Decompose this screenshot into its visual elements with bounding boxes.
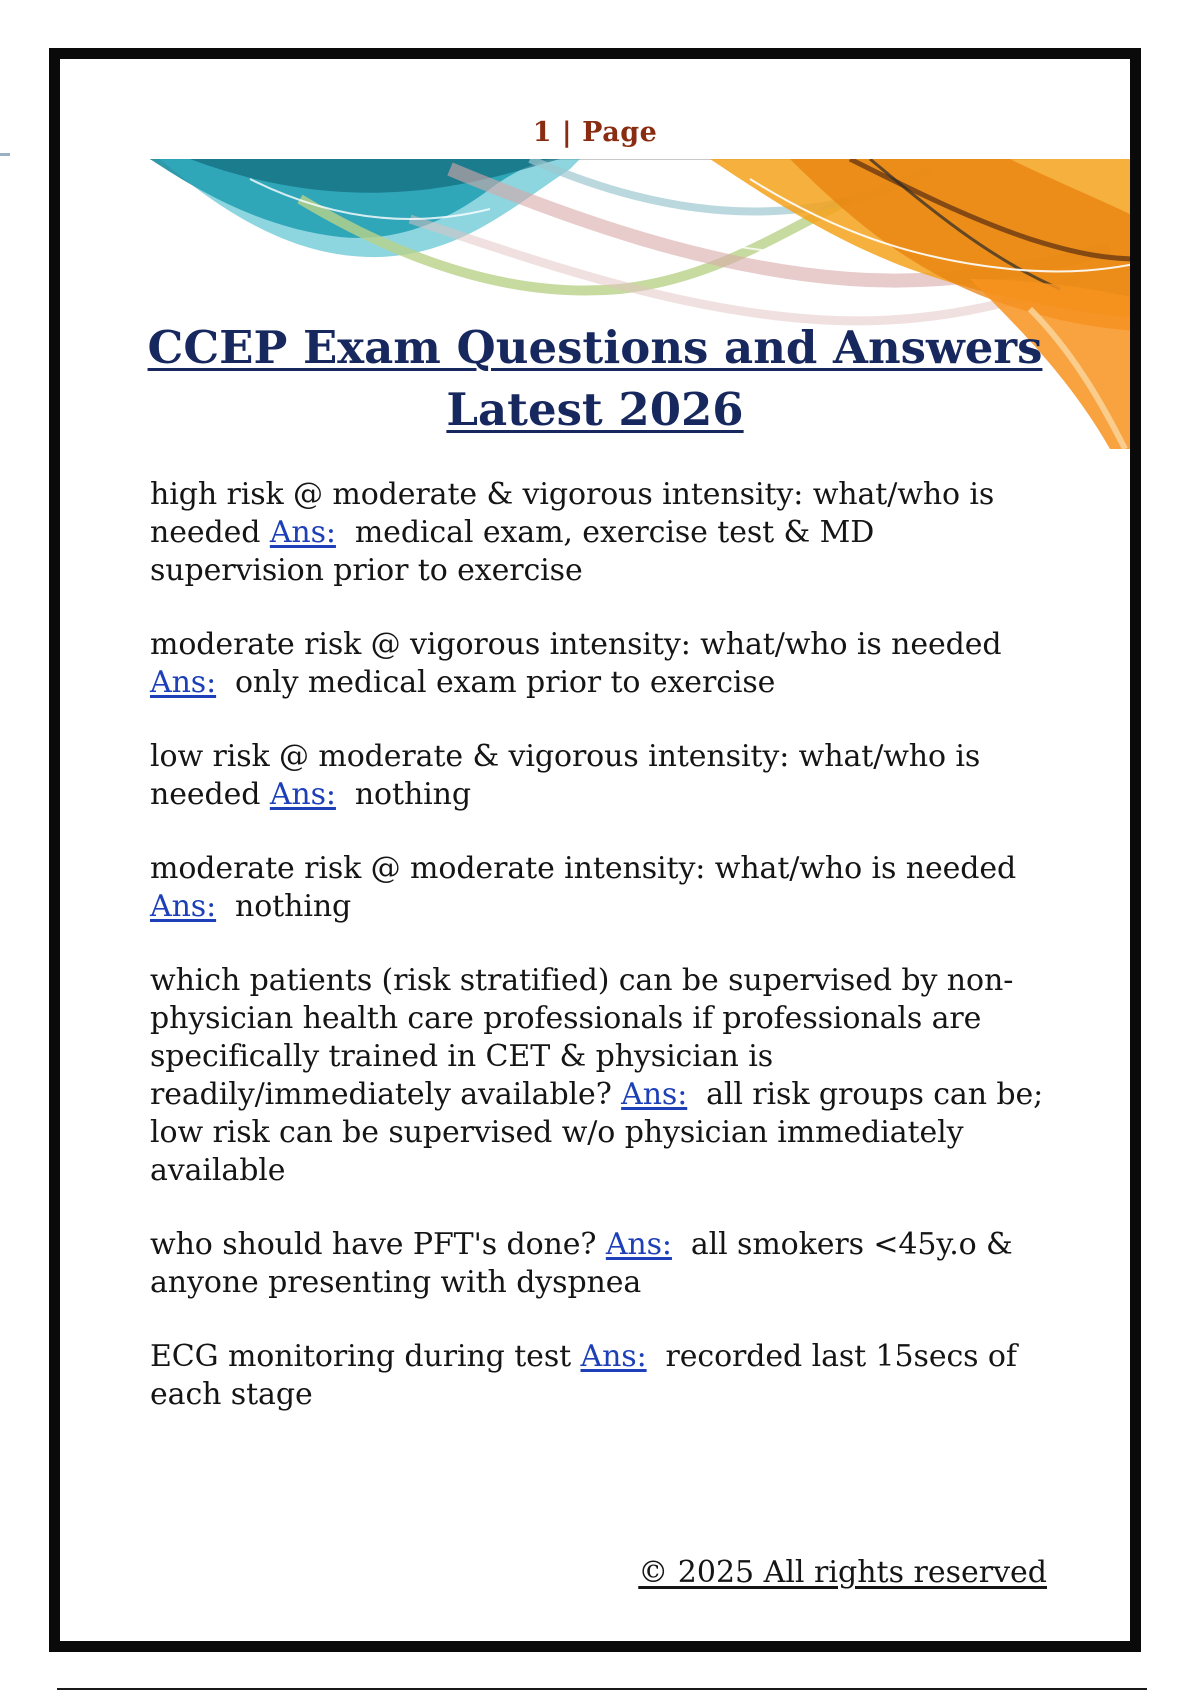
qa-item-6 [150,1226,1046,1302]
answer-label-link[interactable]: Ans: [150,665,217,700]
question-text: who should have PFT's done? [150,1227,597,1262]
question-text: moderate risk @ vigorous intensity: what/who is needed [150,627,1002,662]
answer-text: all risk groups can be; low risk can be supervised w/o physician immediately available [150,1077,1044,1188]
qa-item-7 [150,1338,1046,1414]
question-text: moderate risk @ moderate intensity: what/who is needed [150,851,1017,886]
qa-item-5 [150,962,1046,1190]
question-text: which patients (risk stratified) can be supervised by non-physician health care professionals if professionals are specifically trained in CET & physician is readily/immediately available? [150,963,1014,1112]
question-text: ECG monitoring during test [150,1339,572,1374]
qa-item-2 [150,626,1046,702]
answer-text: recorded last 15secs of each stage [150,1339,1017,1412]
question-text: high risk @ moderate & vigorous intensity: what/who is needed [150,477,995,550]
document-title: CCEP Exam Questions and Answers Latest 2026 [147,321,1043,436]
qa-item-4 [150,850,1046,926]
answer-label-link[interactable]: Ans: [150,889,217,924]
qa-list [150,476,1046,1450]
answer-label-link[interactable]: Ans: [605,1227,672,1262]
title-block [130,317,1060,441]
copyright-notice: © 2025 All rights reserved [638,1555,1047,1590]
answer-label-link[interactable]: Ans: [580,1339,647,1374]
answer-text: only medical exam prior to exercise [234,665,776,700]
document-page [49,48,1141,1652]
answer-text: all smokers <45y.o & anyone presenting with dyspnea [150,1227,1013,1300]
question-text: low risk @ moderate & vigorous intensity: what/who is needed [150,739,981,812]
page-header [150,117,1040,160]
bottom-divider [57,1688,1147,1690]
answer-text: medical exam, exercise test & MD supervision prior to exercise [150,515,875,588]
page-number: 1 | Page [532,117,658,148]
answer-label-link[interactable]: Ans: [269,777,336,812]
answer-text: nothing [234,889,352,924]
answer-label-link[interactable]: Ans: [621,1077,688,1112]
edge-mark [0,153,10,156]
qa-item-3 [150,738,1046,814]
answer-text: nothing [354,777,471,812]
qa-item-1 [150,476,1046,590]
answer-label-link[interactable]: Ans: [269,515,336,550]
